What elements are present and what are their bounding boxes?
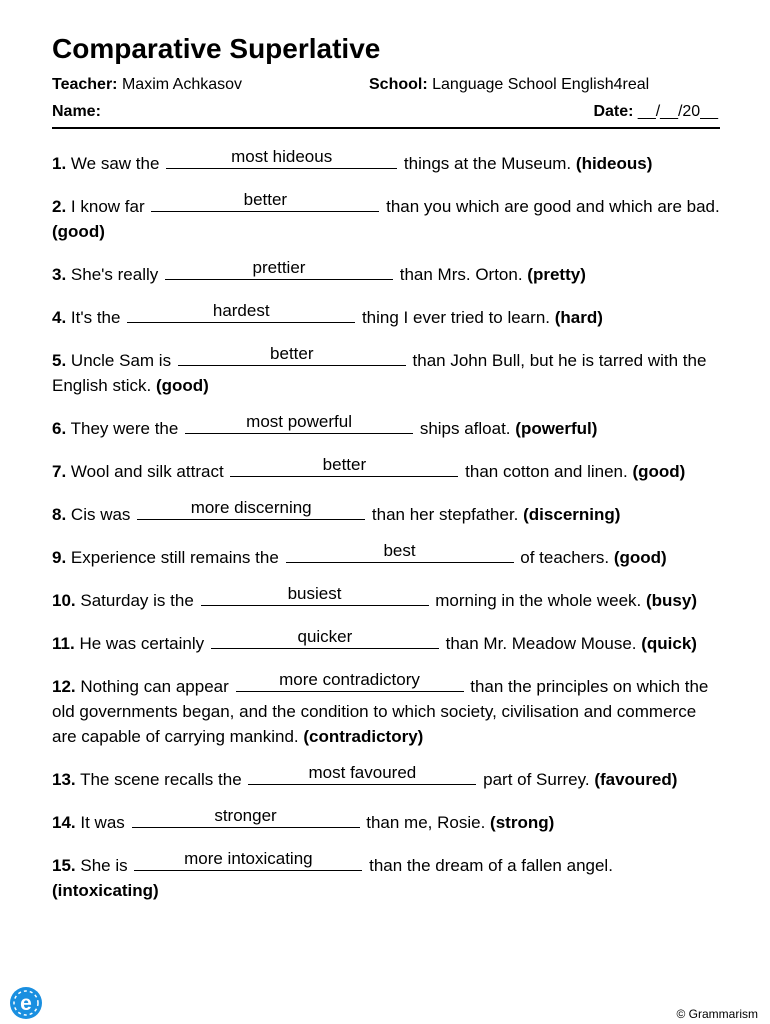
question-number: 10.	[52, 591, 76, 610]
answer-blank	[185, 412, 413, 434]
question-text-after: thing I ever tried to learn.	[361, 308, 550, 327]
question-number: 11.	[52, 634, 75, 653]
question-text-before: Saturday is the	[80, 591, 194, 610]
question-item	[52, 541, 720, 570]
question-hint: (hard)	[554, 308, 603, 327]
answer-blank	[132, 806, 360, 828]
answer-text: hardest	[212, 301, 270, 320]
answer-blank	[166, 147, 397, 169]
question-hint: (contradictory)	[303, 727, 424, 746]
question-text-after: than Mr. Meadow Mouse.	[445, 634, 637, 653]
teacher-label: Teacher:	[52, 76, 118, 93]
answer-text: quicker	[297, 627, 353, 646]
question-text-before: Uncle Sam is	[70, 351, 172, 370]
question-number: 14.	[52, 813, 76, 832]
question-text-after: than the principles on which the old governments began, and the condition to which society, civilisation and commerce are capable of carrying mankind.	[52, 677, 709, 746]
answer-text: more intoxicating	[184, 849, 313, 868]
question-item	[52, 147, 720, 176]
grammarism-e-logo-icon	[9, 986, 43, 1020]
question-text-before: He was certainly	[79, 634, 205, 653]
question-text-before: It was	[80, 813, 125, 832]
question-item	[52, 258, 720, 287]
question-text-after: than John Bull, but he is tarred with the English stick.	[52, 351, 707, 395]
date-field	[593, 103, 718, 121]
question-text-before: We saw the	[70, 154, 160, 173]
answer-blank	[165, 258, 393, 280]
question-item	[52, 344, 720, 398]
answer-text: most hideous	[231, 147, 333, 166]
copyright-footer: © Grammarism	[676, 1007, 758, 1021]
answer-blank	[286, 541, 514, 563]
question-hint: (good)	[632, 462, 686, 481]
answer-blank	[178, 344, 406, 366]
question-hint: (intoxicating)	[52, 881, 159, 900]
question-text-before: She's really	[70, 265, 159, 284]
answer-blank	[137, 498, 365, 520]
question-hint: (favoured)	[594, 770, 678, 789]
question-number: 4.	[52, 308, 67, 327]
question-hint: (quick)	[641, 634, 697, 653]
answer-text: best	[383, 541, 416, 560]
question-text-after: than you which are good and which are bad.	[386, 197, 720, 216]
answer-text: most powerful	[246, 412, 352, 431]
question-item	[52, 301, 720, 330]
question-list	[52, 147, 720, 920]
question-number: 13.	[52, 770, 76, 789]
question-item	[52, 849, 720, 903]
question-number: 7.	[52, 462, 67, 481]
question-item	[52, 498, 720, 527]
question-text-after: of teachers.	[520, 548, 610, 567]
answer-blank	[248, 763, 476, 785]
answer-blank	[211, 627, 439, 649]
question-text-before: Experience still remains the	[70, 548, 279, 567]
svg-text:e: e	[20, 992, 32, 1015]
teacher-field	[52, 76, 242, 94]
answer-text: better	[270, 344, 314, 363]
question-text-before: They were the	[70, 419, 179, 438]
question-text-after: ships afloat.	[419, 419, 511, 438]
question-number: 9.	[52, 548, 67, 567]
question-item	[52, 455, 720, 484]
question-number: 5.	[52, 351, 67, 370]
question-number: 2.	[52, 197, 67, 216]
date-value: __/__/20__	[637, 103, 718, 120]
question-text-after: than me, Rosie.	[366, 813, 486, 832]
question-hint: (discerning)	[523, 505, 621, 524]
school-field	[369, 76, 649, 94]
answer-blank	[201, 584, 429, 606]
answer-text: better	[243, 190, 288, 209]
question-text-before: I know far	[70, 197, 145, 216]
school-value: Language School English4real	[432, 76, 650, 93]
answer-blank	[127, 301, 355, 323]
question-hint: (strong)	[490, 813, 555, 832]
question-hint: (hideous)	[575, 154, 653, 173]
question-text-before: She is	[80, 856, 128, 875]
answer-blank	[134, 849, 362, 871]
question-item	[52, 190, 720, 244]
question-hint: (good)	[613, 548, 667, 567]
question-text-after: things at the Museum.	[403, 154, 572, 173]
question-hint: (good)	[52, 222, 105, 241]
name-label: Name:	[52, 103, 101, 120]
question-number: 1.	[52, 154, 67, 173]
question-text-after: than cotton and linen.	[465, 462, 628, 481]
question-hint: (pretty)	[527, 265, 586, 284]
question-text-after: part of Surrey.	[483, 770, 590, 789]
answer-text: better	[322, 455, 367, 474]
question-item	[52, 670, 720, 749]
date-label: Date:	[593, 103, 634, 120]
question-number: 15.	[52, 856, 76, 875]
teacher-value: Maxim Achkasov	[121, 76, 243, 93]
question-hint: (busy)	[646, 591, 697, 610]
question-text-after: than her stepfather.	[371, 505, 519, 524]
answer-blank	[230, 455, 458, 477]
answer-blank	[151, 190, 379, 212]
name-field	[52, 103, 101, 121]
page-title: Comparative Superlative	[52, 33, 381, 64]
question-item	[52, 806, 720, 835]
question-item	[52, 584, 720, 613]
question-number: 3.	[52, 265, 67, 284]
question-item	[52, 763, 720, 792]
answer-text: more discerning	[190, 498, 312, 517]
question-text-before: It's the	[70, 308, 121, 327]
question-text-after: morning in the whole week.	[435, 591, 642, 610]
question-hint: (powerful)	[515, 419, 598, 438]
answer-text: busiest	[287, 584, 342, 603]
school-label: School:	[369, 76, 428, 93]
question-text-before: The scene recalls the	[80, 770, 242, 789]
question-text-after: than the dream of a fallen angel.	[369, 856, 613, 875]
header-divider	[52, 127, 720, 129]
question-item	[52, 627, 720, 656]
answer-text: prettier	[252, 258, 306, 277]
question-hint: (good)	[155, 376, 209, 395]
answer-text: more contradictory	[279, 670, 420, 689]
question-text-before: Wool and silk attract	[70, 462, 224, 481]
answer-text: most favoured	[308, 763, 417, 782]
answer-text: stronger	[214, 806, 277, 825]
question-text-after: than Mrs. Orton.	[399, 265, 523, 284]
question-number: 8.	[52, 505, 67, 524]
question-text-before: Nothing can appear	[80, 677, 229, 696]
question-item	[52, 412, 720, 441]
question-text-before: Cis was	[70, 505, 131, 524]
question-number: 6.	[52, 419, 67, 438]
question-number: 12.	[52, 677, 76, 696]
answer-blank	[236, 670, 464, 692]
